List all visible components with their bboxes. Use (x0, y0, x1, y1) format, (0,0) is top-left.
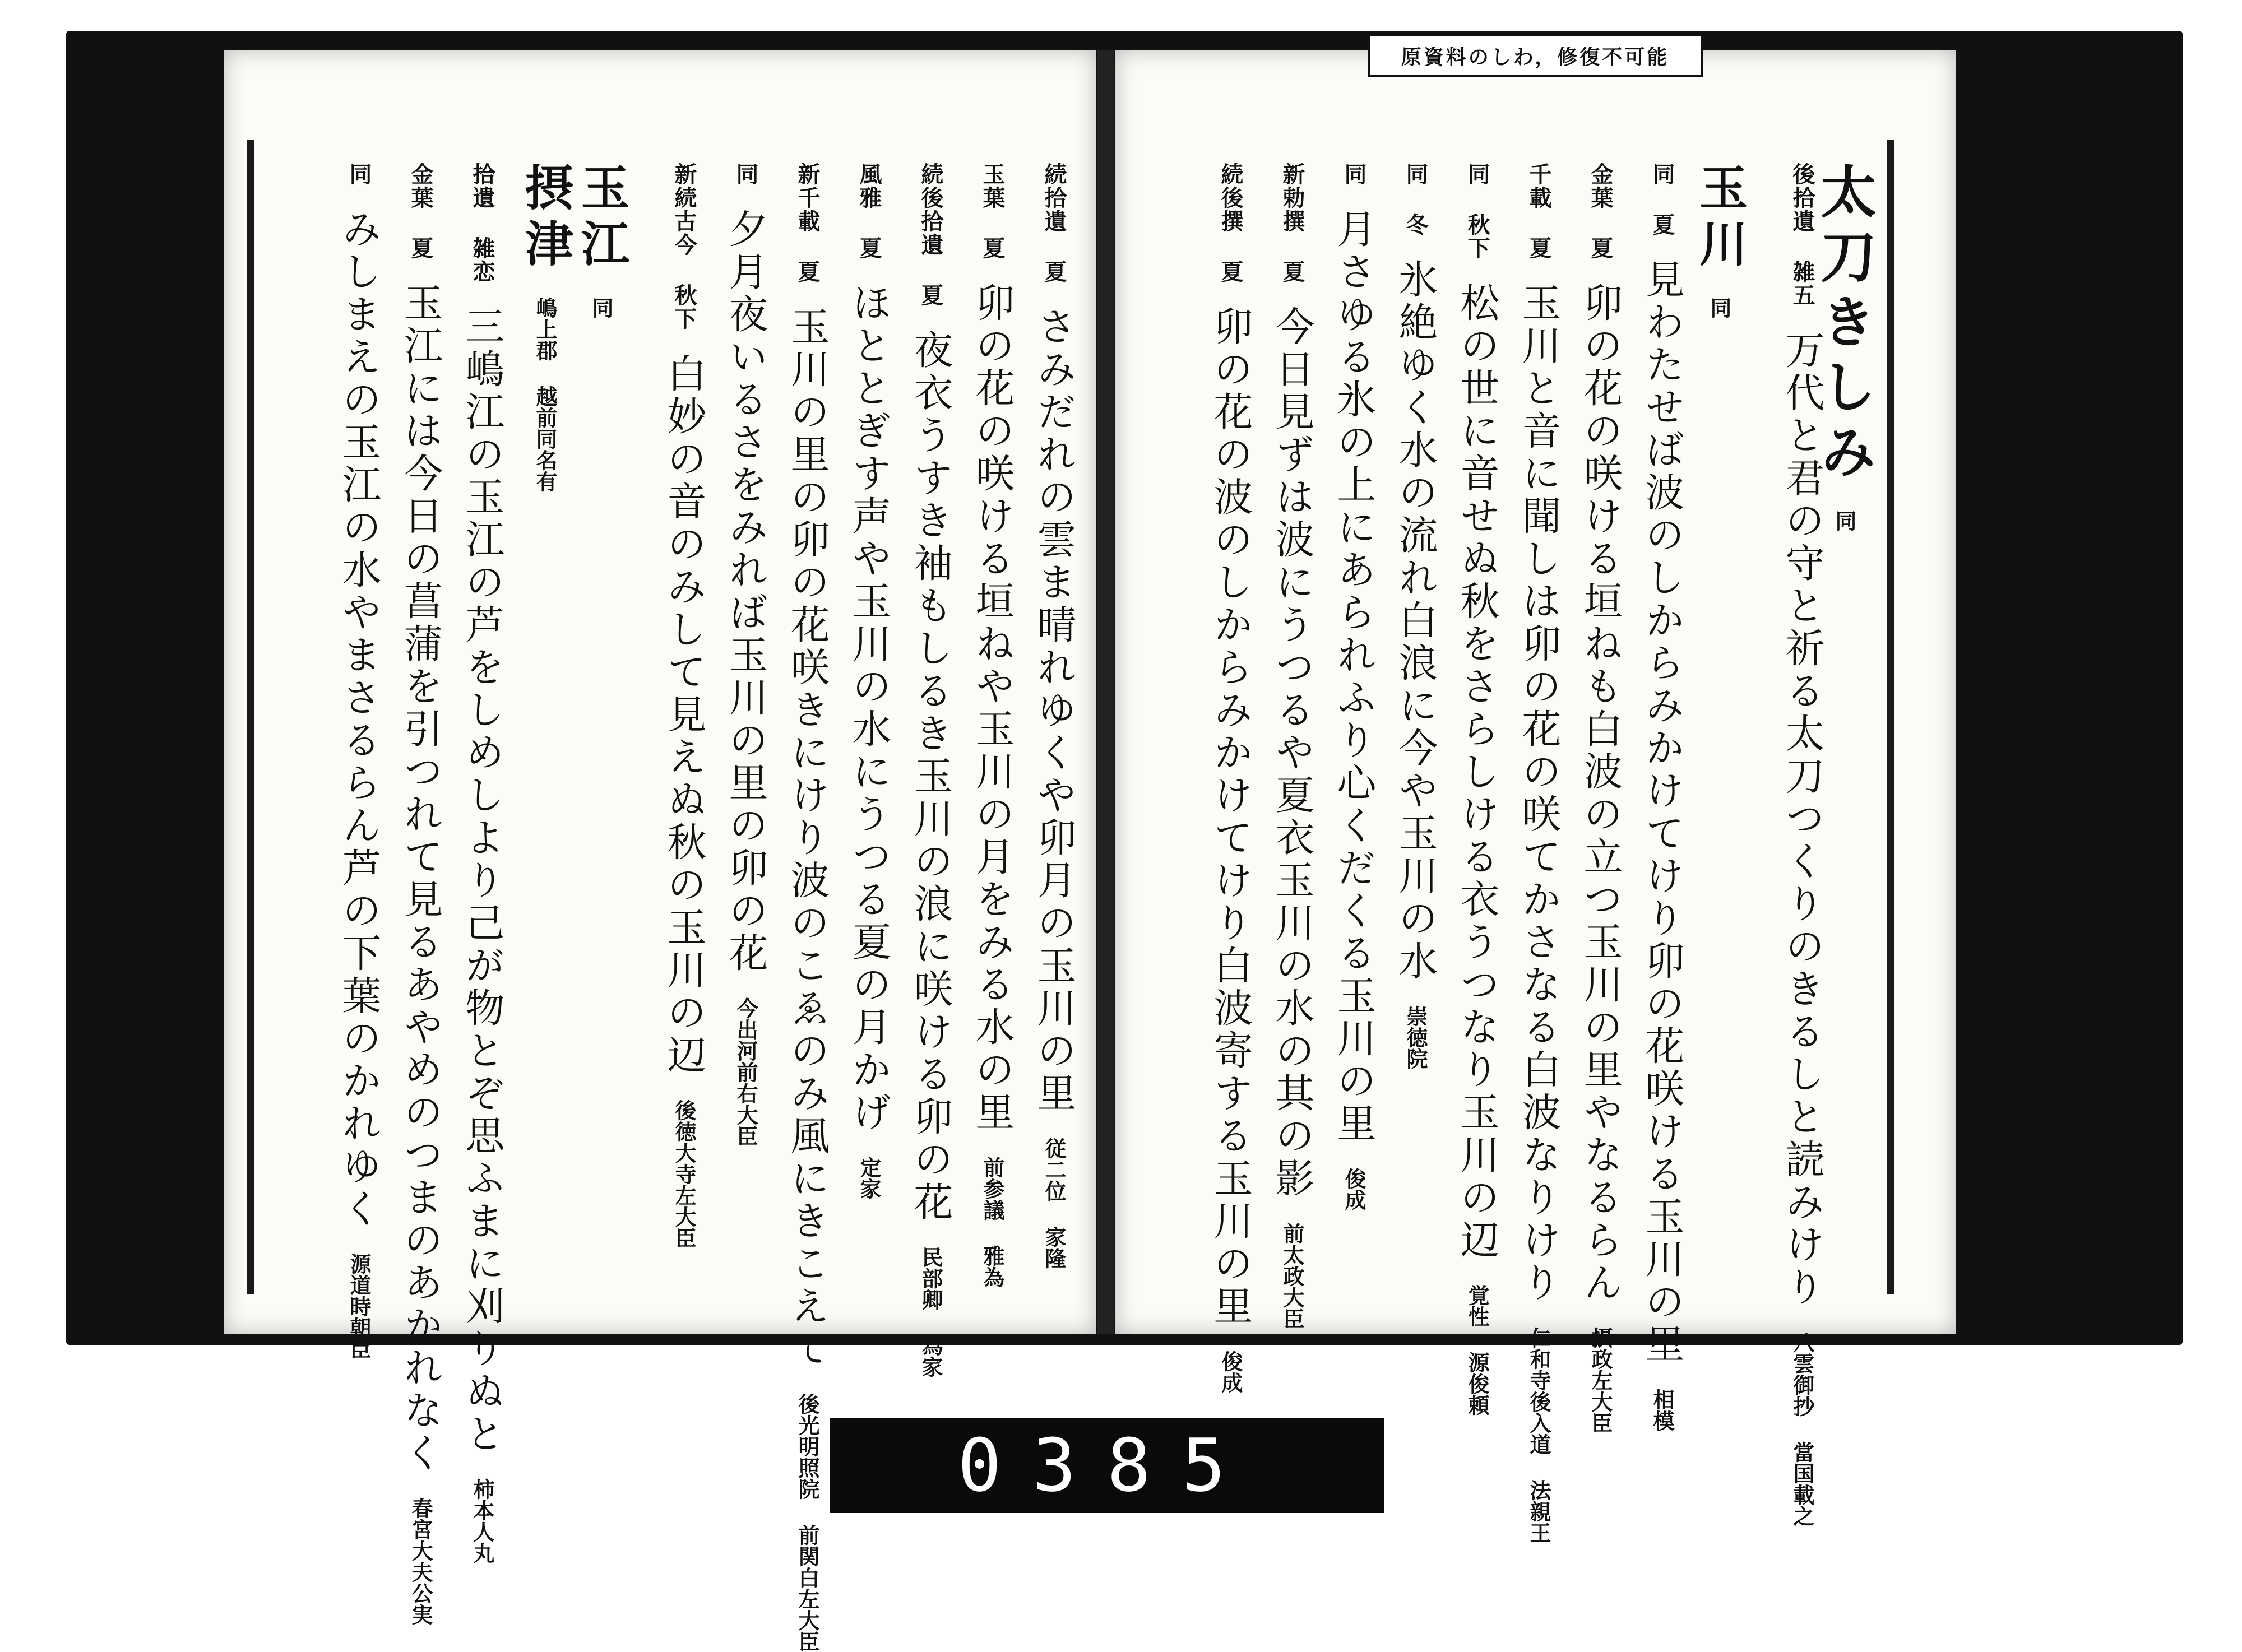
damage-notice-label: 原資料のしわ，修復不可能 (1368, 34, 1703, 77)
author-label: 従二位 家隆 (1041, 1138, 1066, 1269)
text-column (969, 163, 1015, 1288)
text-column (573, 163, 629, 318)
source-label: 同 夏 (1649, 163, 1675, 236)
page-rule-right (1887, 140, 1894, 1294)
source-label: 風雅 夏 (856, 163, 882, 260)
author-label: 摂政左大臣 (1588, 1327, 1613, 1433)
poem-text: 万代と君の守と祈る太刀つくりのきるしと読みけり (1779, 330, 1825, 1309)
text-column (722, 163, 768, 1147)
author-label: 定家 (856, 1157, 881, 1199)
source-label: 続後拾遺 夏 (918, 163, 943, 307)
text-column (907, 163, 953, 1377)
text-column (1639, 163, 1685, 1431)
author-label: 後光明照院 前関白左大臣 (795, 1393, 819, 1652)
text-column (1779, 163, 1825, 1526)
text-column (846, 163, 892, 1199)
poem-text: 卯の花の咲ける垣ねも白波の立つ玉川の里やなるらん (1577, 282, 1623, 1305)
poem-text: 氷絶ゆく水の流れ白浪に今や玉川の水 (1392, 259, 1438, 983)
text-column (1577, 163, 1623, 1433)
source-label: 新続古今 秋下 (671, 163, 697, 331)
section-title: 玉江 (573, 163, 629, 275)
author-label: 嶋上郡 越前同名有 (532, 297, 557, 492)
page-number-label: 0385 (830, 1418, 1384, 1513)
poem-text: 玉川の里の卯の花咲きにけり波のこゑのみ風にきこえて (784, 306, 830, 1371)
page-gutter (1097, 50, 1114, 1334)
poem-text: 卯の花の咲ける垣ねや玉川の月をみる水の里 (969, 282, 1015, 1134)
author-label: 同 (1832, 510, 1856, 531)
source-label: 同 (346, 163, 372, 186)
source-label: 千載 夏 (1526, 163, 1551, 260)
source-label: 後拾遺 雑五 (1789, 163, 1815, 307)
source-label: 金葉 夏 (1587, 163, 1613, 260)
text-column (1691, 163, 1748, 318)
poem-text: 夜衣うすき袖もしるき玉川の浪に咲ける卯の花 (907, 330, 953, 1224)
text-column (459, 163, 505, 1563)
author-label: 民部卿 為家 (918, 1246, 943, 1377)
author-label: 八雲御抄 當国載之 (1790, 1331, 1814, 1526)
source-label: 同 秋下 (1464, 163, 1490, 260)
poem-text: 玉川と音に聞しは卯の花の咲てかさなる白波なりけり (1516, 282, 1562, 1305)
source-label: 同 (733, 163, 758, 186)
poem-text: 松の世に音せぬ秋をさらしける衣うつなり玉川の辺 (1454, 282, 1500, 1262)
author-label: 同 (1707, 297, 1731, 318)
poem-text: ほととぎす声や玉川の水にうつる夏の月かげ (846, 282, 892, 1134)
poem-text: 見わたせば波のしからみかけてけり卯の花咲ける玉川の里 (1639, 259, 1685, 1366)
text-column (1392, 163, 1438, 1069)
text-column (1207, 163, 1253, 1393)
section-title: 摂津 (517, 163, 573, 275)
text-column (1269, 163, 1315, 1329)
poem-text: 玉江には今日の菖蒲を引つれて見るあやめのつまのあかれなく (397, 282, 443, 1475)
source-label: 続拾遺 夏 (1041, 163, 1067, 284)
author-label: 柿本人丸 (470, 1478, 494, 1563)
poem-text: みしまえの玉江の水やまさるらん芦の下葉のかれゆく (336, 208, 382, 1231)
text-column (397, 163, 443, 1625)
left-page (224, 50, 1096, 1652)
author-label: 今出河前右大臣 (733, 997, 758, 1147)
poem-text: 卯の花の波のしからみかけてけり白波寄する玉川の里 (1207, 306, 1253, 1328)
text-column (1516, 163, 1562, 1543)
author-label: 後徳大寺左大臣 (671, 1099, 696, 1249)
author-label: 仁和寺後入道 法親王 (1526, 1327, 1551, 1543)
source-label: 続後撰 夏 (1217, 163, 1243, 284)
author-label: 相模 (1650, 1389, 1674, 1431)
source-label: 金葉 夏 (407, 163, 433, 260)
source-label: 同 冬 (1402, 163, 1428, 236)
author-label: 源道時朝臣 (346, 1253, 371, 1359)
poem-text: 月さゆる氷の上にあられふり心くだくる玉川の里 (1331, 208, 1377, 1145)
poem-text: 白妙の音のみして見えぬ秋の玉川の辺 (661, 353, 707, 1077)
poem-text: さみだれの雲ま晴れゆくや卯月の玉川の里 (1031, 306, 1077, 1115)
text-column (517, 163, 573, 492)
source-label: 新千載 夏 (794, 163, 820, 284)
author-label: 俊成 (1218, 1351, 1243, 1393)
source-label: 新勅撰 夏 (1279, 163, 1305, 284)
author-label: 前太政大臣 (1280, 1223, 1304, 1329)
page-rule-left (247, 140, 254, 1294)
poem-text: 今日見ずは波にうつるや夏衣玉川の水の其の影 (1269, 306, 1315, 1200)
author-label: 崇徳院 (1403, 1005, 1428, 1069)
text-column (1331, 163, 1377, 1210)
author-label: 俊成 (1341, 1168, 1366, 1210)
poem-text: 夕月夜いるさをみれば玉川の里の卯の花 (722, 208, 768, 975)
author-label: 覚性 源俊頼 (1465, 1284, 1489, 1416)
section-title: 玉川 (1691, 163, 1748, 275)
text-column (1031, 163, 1077, 1269)
text-column (336, 163, 382, 1359)
right-page (1115, 50, 1956, 1543)
poem-text: 三嶋江の玉江の芦をしめしより己が物とぞ思ふまに刈りぬと (459, 306, 505, 1456)
author-label: 春宮大夫公実 (408, 1497, 433, 1625)
source-label: 拾遺 雑恋 (469, 163, 495, 284)
source-label: 同 (1341, 163, 1366, 186)
text-column (661, 163, 707, 1249)
source-label: 玉葉 夏 (979, 163, 1005, 260)
text-column (784, 163, 830, 1652)
section-title: 太刀きしみ (1811, 163, 1877, 488)
text-column (1454, 163, 1500, 1416)
author-label: 前参議 雅為 (980, 1157, 1004, 1288)
author-label: 同 (589, 297, 613, 318)
